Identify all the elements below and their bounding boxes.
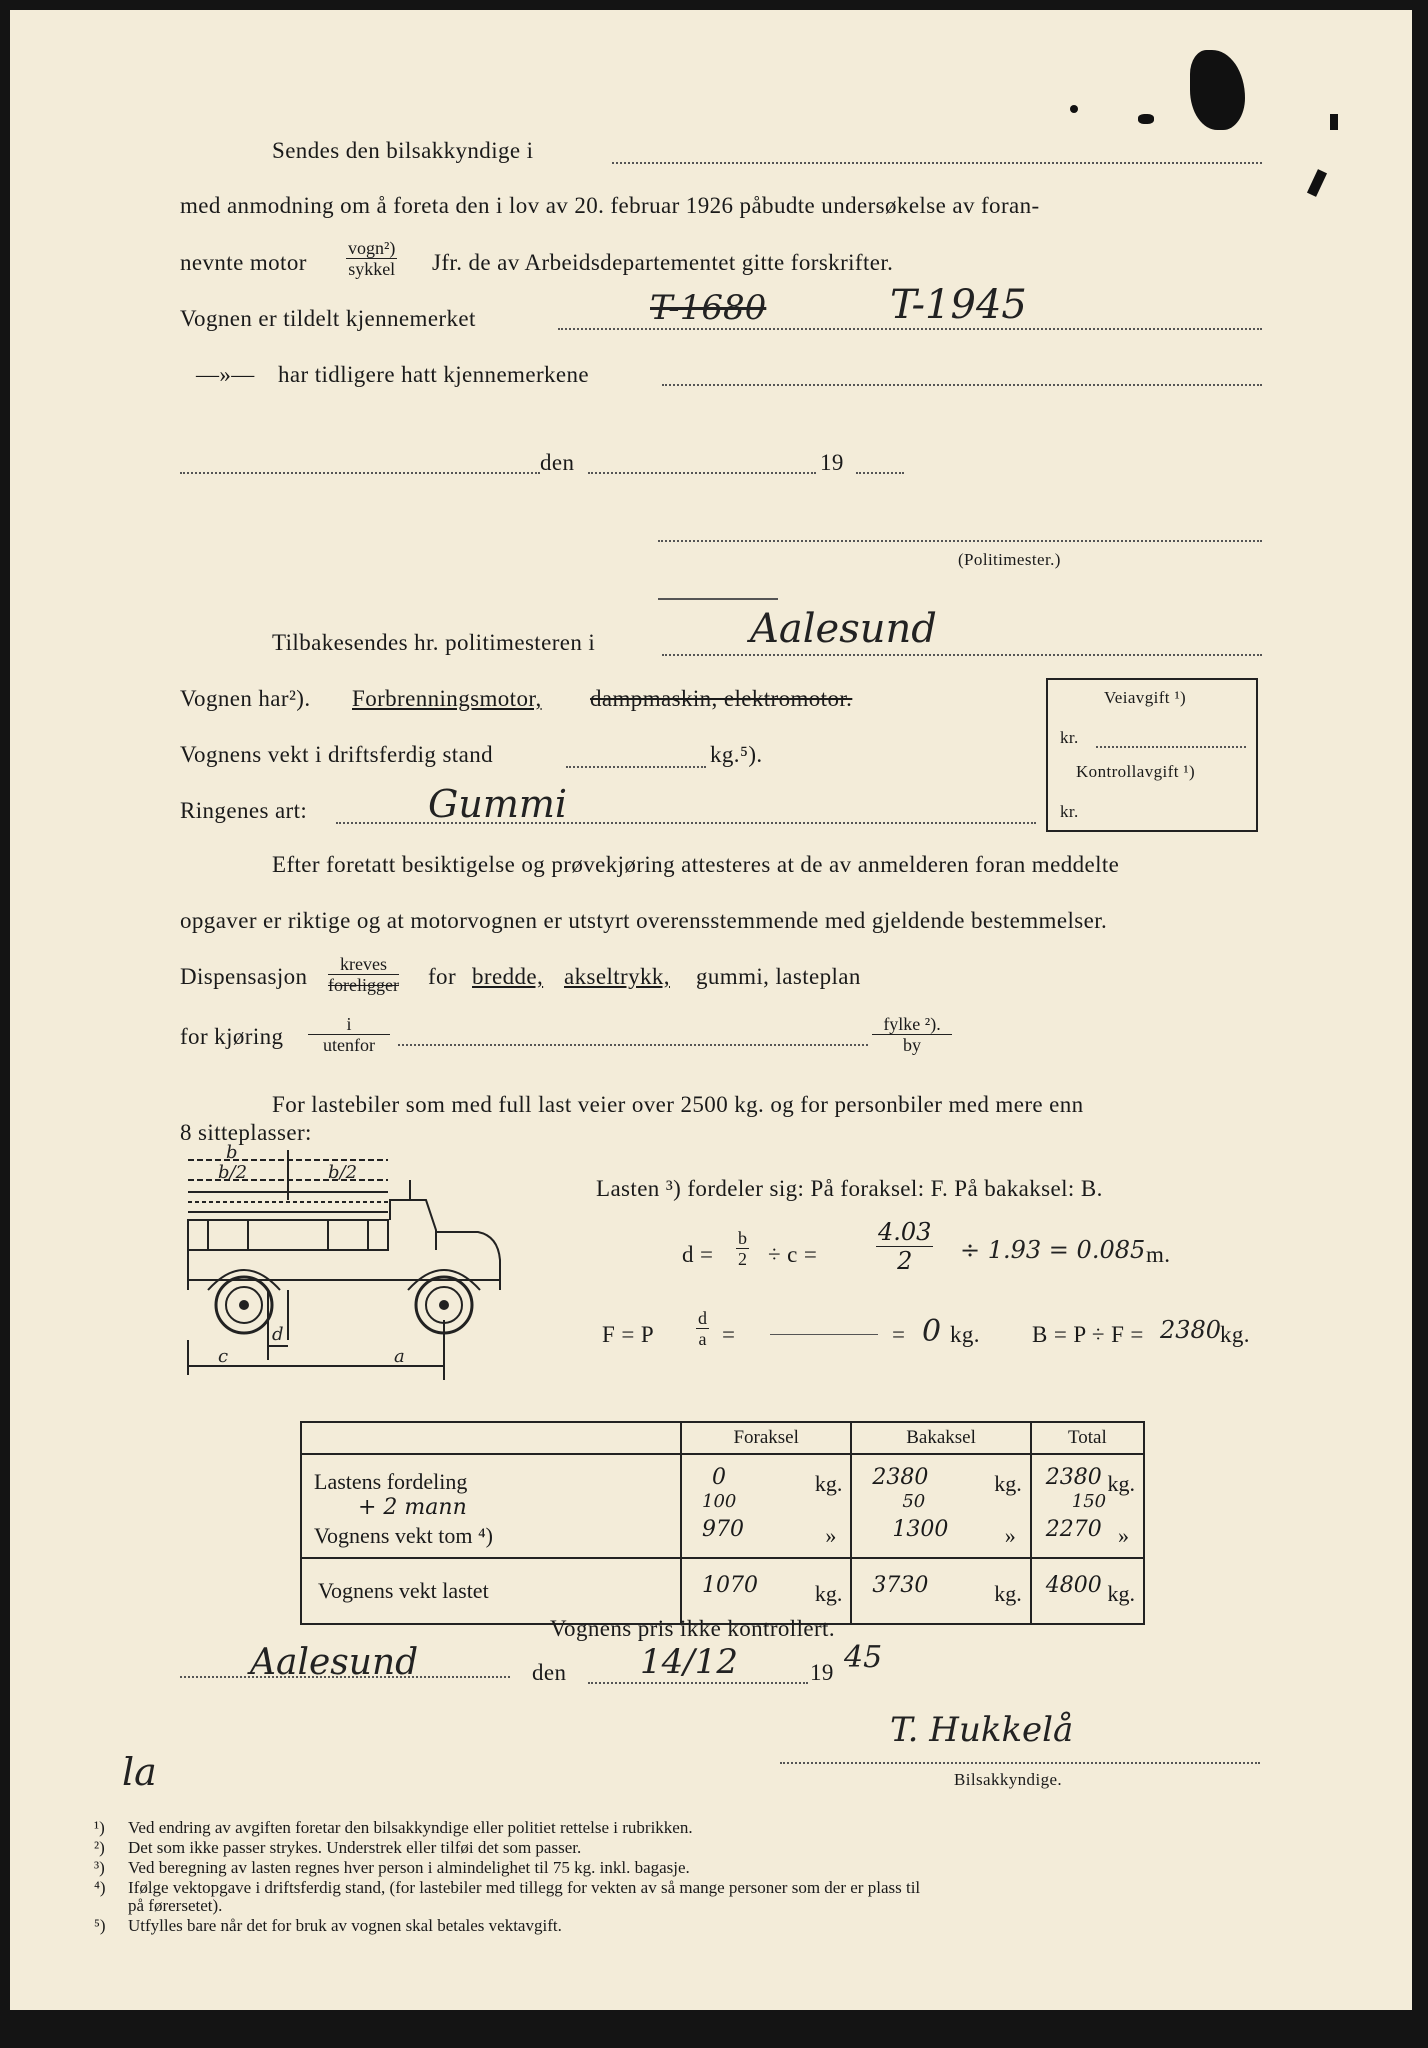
gummi-lasteplan-label: gummi, lasteplan bbox=[696, 964, 861, 989]
unit-ditto: » bbox=[1004, 1523, 1016, 1548]
hw-fraction bbox=[876, 1218, 933, 1275]
ditto-mark: —»— bbox=[196, 362, 255, 387]
footnote-5 bbox=[94, 1916, 562, 1935]
fylke-label: fylke ²). bbox=[872, 1014, 952, 1035]
kontroll-kr: kr. bbox=[1060, 802, 1079, 821]
sendes-label: Sendes den bilsakkyndige i bbox=[272, 138, 534, 163]
footnote-mark: ⁴) bbox=[94, 1878, 106, 1897]
i-utenfor-fraction bbox=[308, 1014, 390, 1055]
hw-num: 4.03 bbox=[878, 1218, 932, 1246]
diagram-label-b: b bbox=[226, 1142, 238, 1163]
footnote-4 bbox=[94, 1878, 920, 1897]
footnote-mark: ³) bbox=[94, 1858, 105, 1877]
F-fraction-line bbox=[770, 1334, 878, 1335]
sendes-line bbox=[612, 162, 1262, 164]
sykkel-label: sykkel bbox=[348, 259, 396, 279]
pris-text: Vognens pris ikke kontrollert. bbox=[550, 1616, 835, 1641]
fordeling-bakaksel: 2380 bbox=[872, 1465, 929, 1490]
tom-bakaksel: 1300 bbox=[892, 1517, 949, 1542]
for-label: for bbox=[428, 964, 457, 989]
vognen-har-label: Vognen har²). bbox=[180, 686, 311, 711]
extra-foraksel: 100 bbox=[702, 1491, 737, 1512]
kreves-fraction bbox=[328, 954, 399, 995]
footnote-text: Ved beregning av lasten regnes hver person i almindelighet til 75 kg. inkl. bagasje. bbox=[128, 1858, 690, 1877]
cell-bakaksel bbox=[851, 1454, 1030, 1558]
footnote-mark: ⁵) bbox=[94, 1916, 106, 1935]
front-wheel bbox=[216, 1277, 272, 1333]
signature: T. Hukkelå bbox=[890, 1710, 1074, 1750]
document-page bbox=[10, 10, 1412, 2010]
cell-total bbox=[1031, 1454, 1144, 1558]
B-kg: kg. bbox=[1220, 1322, 1250, 1347]
F-value: 0 bbox=[922, 1314, 942, 1349]
tidligere-label: har tidligere hatt kjennemerkene bbox=[278, 362, 590, 387]
lastebiler-line-2: 8 sitteplasser: bbox=[180, 1120, 312, 1145]
tom-foraksel: 970 bbox=[702, 1517, 744, 1542]
ink-blot bbox=[1307, 169, 1327, 197]
i-label: i bbox=[308, 1014, 390, 1035]
b2-num: b bbox=[738, 1228, 747, 1248]
lastet-foraksel: 1070 bbox=[702, 1573, 758, 1598]
fordeling-total: 2380 bbox=[1045, 1465, 1102, 1490]
diagram-label-b-half-left: b/2 bbox=[218, 1162, 248, 1183]
damp-elektro-label: dampmaskin, elektromotor. bbox=[590, 686, 853, 711]
ringer-value: Gummi bbox=[428, 782, 568, 826]
ink-blot bbox=[1070, 105, 1078, 113]
label-tom: Vognens vekt tom ⁴) bbox=[314, 1523, 493, 1548]
tom-total: 2270 bbox=[1045, 1517, 1102, 1542]
bredde-label: bredde, bbox=[472, 964, 544, 989]
header-bakaksel: Bakaksel bbox=[851, 1422, 1030, 1454]
kreves-label: kreves bbox=[328, 954, 399, 975]
fordeling-foraksel: 0 bbox=[712, 1465, 726, 1490]
diagram-label-a: a bbox=[394, 1346, 405, 1367]
b2-den: 2 bbox=[738, 1249, 747, 1269]
F-eq-sign-2: = bbox=[892, 1322, 906, 1347]
footnote-3 bbox=[94, 1858, 690, 1877]
kg5-label: kg.⁵). bbox=[710, 742, 763, 767]
ink-blot bbox=[1190, 50, 1245, 130]
unit-ditto: » bbox=[825, 1523, 837, 1548]
by-label: by bbox=[903, 1035, 921, 1055]
for-kjoring-label: for kjøring bbox=[180, 1024, 284, 1049]
fylke-by-fraction bbox=[872, 1014, 952, 1055]
diagram-label-b-half-right: b/2 bbox=[328, 1162, 358, 1183]
margin-mark: la bbox=[122, 1750, 157, 1794]
dispensasjon-label: Dispensasjon bbox=[180, 964, 308, 989]
footnote-text: Utfylles bare når det for bruk av vognen skal betales vektavgift. bbox=[128, 1916, 562, 1935]
kjennemerke-struck: T-1680 bbox=[650, 288, 767, 328]
vogn-sykkel-fraction bbox=[346, 238, 397, 279]
kjennemerke-value: T-1945 bbox=[890, 282, 1027, 328]
politimester-label: (Politimester.) bbox=[958, 550, 1061, 569]
kjoring-line bbox=[398, 1044, 868, 1046]
utenfor-label: utenfor bbox=[323, 1035, 375, 1055]
lastet-total: 4800 bbox=[1045, 1573, 1102, 1598]
veiavgift-line bbox=[1096, 746, 1246, 748]
footnote-mark: ²) bbox=[94, 1838, 105, 1857]
fee-box bbox=[1046, 678, 1258, 832]
truck-diagram bbox=[178, 1140, 558, 1390]
B-eq-label: B = P ÷ F = bbox=[1032, 1322, 1144, 1347]
year-line bbox=[856, 472, 904, 474]
tilbake-line bbox=[662, 654, 1262, 656]
extra-total: 150 bbox=[1071, 1491, 1107, 1512]
diagram-label-c: c bbox=[218, 1346, 229, 1367]
label-fordeling: Lastens fordeling bbox=[314, 1469, 468, 1494]
signature-line bbox=[780, 1762, 1260, 1764]
footnote-text: Det som ikke passer strykes. Understrek eller tilføi det som passer. bbox=[128, 1838, 582, 1857]
weight-table-header bbox=[301, 1422, 1144, 1454]
label-lastet: Vognens vekt lastet bbox=[301, 1558, 681, 1624]
hw-rest: ÷ 1.93 = 0.085 bbox=[960, 1236, 1146, 1264]
forbrenning-label: Forbrenningsmotor, bbox=[352, 686, 542, 711]
diagram-label-d: d bbox=[272, 1324, 284, 1345]
tildelt-line bbox=[558, 328, 1262, 330]
tidligere-line bbox=[662, 384, 1262, 386]
ringer-label: Ringenes art: bbox=[180, 798, 308, 823]
tildelt-label: Vognen er tildelt kjennemerket bbox=[180, 306, 476, 331]
den-label: den bbox=[540, 450, 575, 475]
cell-lastet-total bbox=[1031, 1558, 1144, 1624]
politimester-line bbox=[658, 540, 1262, 542]
cell-lastet-foraksel bbox=[681, 1558, 851, 1624]
footnote-text: på førersetet). bbox=[128, 1896, 223, 1915]
cell-foraksel bbox=[681, 1454, 851, 1558]
vogn-label: vogn²) bbox=[348, 238, 396, 258]
F-eq-label: F = P bbox=[602, 1322, 655, 1347]
label-handwritten-note: + 2 mann bbox=[358, 1495, 467, 1520]
d-eq-label: d = bbox=[682, 1242, 714, 1267]
unit-kg: kg. bbox=[1107, 1471, 1135, 1496]
footnote-text: Ved endring av avgiften foretar den bilsakkyndige eller politiet rettelse i rubrikken. bbox=[128, 1818, 693, 1837]
footnote-text: Ifølge vektopgave i driftsferdig stand, (for lastebiler med tillegg for vekten av så mange personer som der er plass til bbox=[128, 1878, 921, 1897]
header-total: Total bbox=[1031, 1422, 1144, 1454]
F-kg: kg. bbox=[950, 1322, 980, 1347]
footer-date: 14/12 bbox=[640, 1642, 738, 1682]
header-blank bbox=[301, 1422, 681, 1454]
attest-line-2: opgaver er riktige og at motorvognen er utstyrt overensstemmende med gjeldende bestemmelser. bbox=[180, 908, 1108, 933]
jfr-text: Jfr. de av Arbeidsdepartementet gitte forskrifter. bbox=[432, 250, 894, 275]
hw-den: 2 bbox=[897, 1247, 913, 1275]
footnote-1 bbox=[94, 1818, 693, 1837]
tilbake-label: Tilbakesendes hr. politimesteren i bbox=[272, 630, 596, 655]
bilsakkyndige-label: Bilsakkyndige. bbox=[954, 1770, 1063, 1789]
lastebiler-line-1: For lastebiler som med full last veier over 2500 kg. og for personbiler med mere enn bbox=[272, 1092, 1084, 1117]
m-unit: m. bbox=[1146, 1242, 1171, 1267]
footer-place: Aalesund bbox=[250, 1642, 419, 1683]
cell-lastet-bakaksel bbox=[851, 1558, 1030, 1624]
kontroll-label: Kontrollavgift ¹) bbox=[1076, 762, 1196, 781]
d-over-a-fraction bbox=[696, 1308, 709, 1349]
attest-line-1: Efter foretatt besiktigelse og prøvekjøring attesteres at de av anmelderen foran meddelte bbox=[272, 852, 1120, 877]
footnote-2 bbox=[94, 1838, 581, 1857]
akseltrykk-label: akseltrykk, bbox=[564, 964, 670, 989]
footnote-4-cont bbox=[94, 1896, 222, 1915]
footnote-mark: ¹) bbox=[94, 1818, 105, 1837]
unit-ditto: » bbox=[1118, 1523, 1129, 1548]
tilbake-place: Aalesund bbox=[750, 606, 937, 652]
unit-kg: kg. bbox=[814, 1471, 843, 1496]
weight-table bbox=[300, 1421, 1145, 1625]
unit-kg: kg. bbox=[994, 1471, 1022, 1496]
da-num: d bbox=[698, 1308, 707, 1328]
ink-blot bbox=[1330, 114, 1338, 130]
extra-bakaksel: 50 bbox=[902, 1491, 926, 1512]
B-value: 2380 bbox=[1160, 1316, 1222, 1344]
veiavgift-label: Veiavgift ¹) bbox=[1104, 688, 1187, 707]
nevnte-motor-label: nevnte motor bbox=[180, 250, 307, 275]
footer-date-line bbox=[588, 1682, 808, 1684]
header-foraksel: Foraksel bbox=[681, 1422, 851, 1454]
vekt-label: Vognens vekt i driftsferdig stand bbox=[180, 742, 494, 767]
F-eq-sign: = bbox=[722, 1322, 736, 1347]
unit-kg: kg. bbox=[814, 1581, 843, 1606]
tilbake-top-line bbox=[658, 598, 778, 600]
ink-blot bbox=[1138, 114, 1154, 124]
footer-year: 45 bbox=[844, 1640, 883, 1675]
foreligger-label: foreligger bbox=[328, 975, 399, 995]
unit-kg: kg. bbox=[994, 1581, 1022, 1606]
veiavgift-kr: kr. bbox=[1060, 728, 1079, 747]
lasten-text: Lasten ³) fordeler sig: På foraksel: F. På bakaksel: B. bbox=[596, 1176, 1103, 1201]
da-den: a bbox=[698, 1329, 707, 1349]
unit-kg: kg. bbox=[1107, 1581, 1135, 1606]
b-over-2-fraction bbox=[736, 1228, 749, 1269]
vekt-line bbox=[566, 766, 706, 768]
place-line bbox=[180, 472, 540, 474]
anmodning-text: med anmodning om å foreta den i lov av 20. februar 1926 påbudte undersøkelse av foran- bbox=[180, 193, 1040, 218]
date-line bbox=[588, 472, 816, 474]
lastet-bakaksel: 3730 bbox=[872, 1573, 929, 1598]
minus-c-label: ÷ c = bbox=[768, 1242, 818, 1267]
table-row-lastet bbox=[301, 1558, 1144, 1624]
table-row-fordeling-tom bbox=[301, 1454, 1144, 1558]
nitten-label: 19 bbox=[820, 450, 844, 475]
row-labels bbox=[301, 1454, 681, 1558]
footer-den: den bbox=[532, 1660, 567, 1685]
footer-year-prefix: 19 bbox=[810, 1660, 834, 1685]
